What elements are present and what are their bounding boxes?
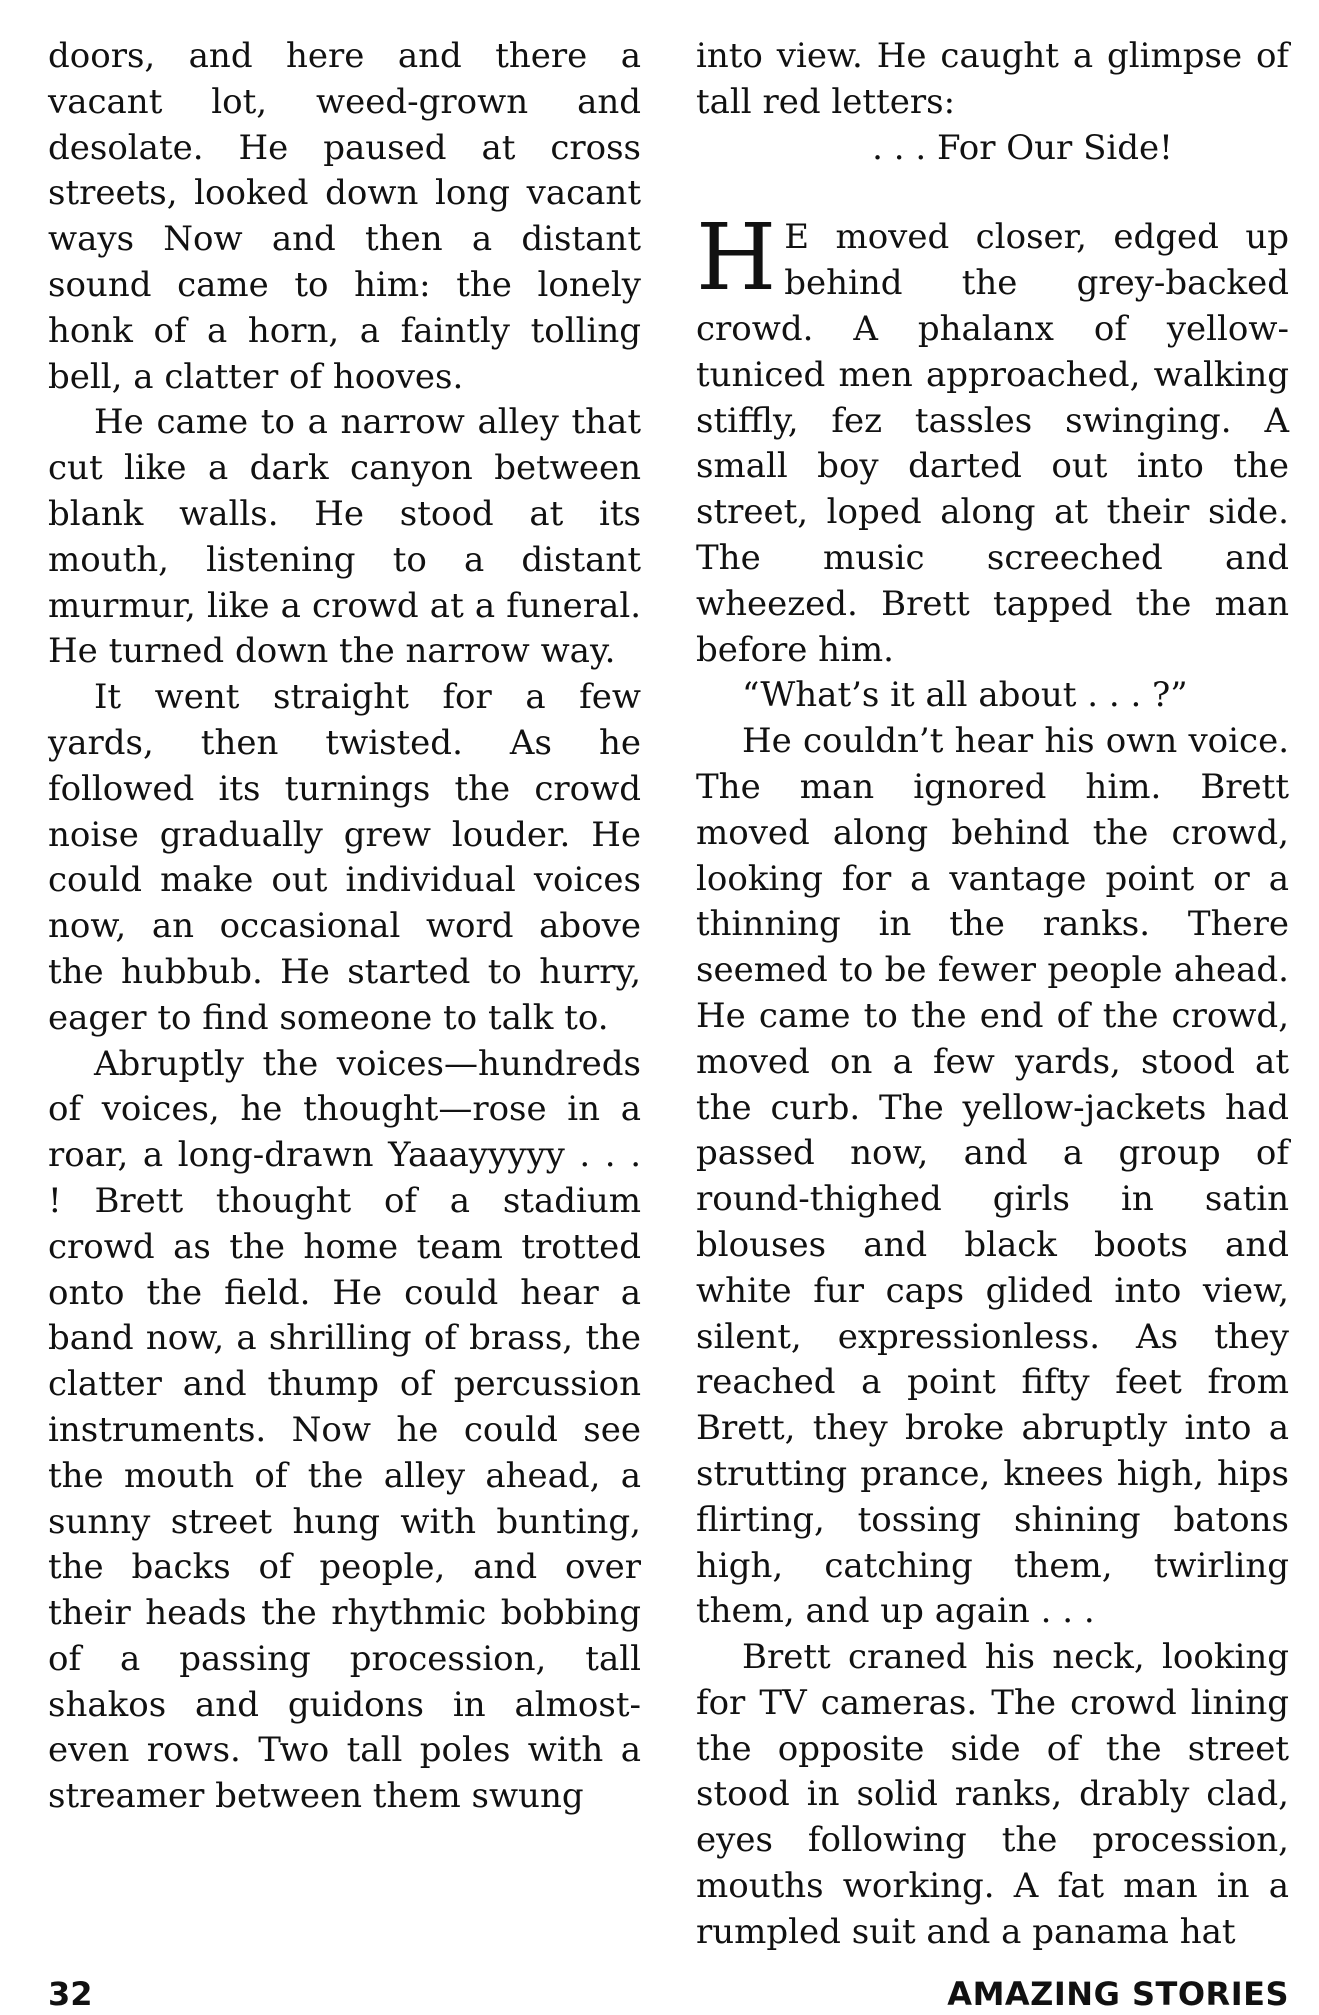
left-paragraph-4: Abruptly the voices—hundreds of voices, he thought—rose in a roar, a long-drawn Yaaayyyyy . . . ! Brett thought of a stadium crowd as the home team trotted onto the field. He could hear a band now, a shrilling of brass, the clatter and thump of percussion instruments. Now he could see the mouth of the alley ahead, a sunny street hung with bunting, the backs of people, and over their heads the rhythmic bobbing of a passing procession, tall shakos and guidons in almost-even rows. Two tall poles with a streamer between them swung bbox=[48, 1043, 641, 1817]
right-paragraph-1: into view. He caught a glimpse of tall red letters: bbox=[696, 36, 1289, 122]
right-paragraph-dropcap bbox=[696, 204, 1289, 673]
drop-cap: H bbox=[696, 204, 777, 312]
right-paragraph-6: Brett craned his neck, looking for TV cameras. The crowd lining the opposite side of the street stood in solid ranks, drably clad, eyes following the procession, mouths working. A fat man in a rumpled suit and a panama hat bbox=[696, 1637, 1289, 1952]
right-paragraph-4: “What’s it all about . . . ?” bbox=[742, 675, 1188, 716]
right-paragraph-5: He couldn’t hear his own voice. The man ignored him. Brett moved along behind the crowd, looking for a vantage point or a thinning in the ranks. There seemed to be fewer people ahead. He came to the end of the crowd, moved on a few yards, stood at the curb. The yellow-jackets had passed now, and a group of round-thighed girls in satin blouses and black boots and white fur caps glided into view, silent, expressionless. As they reached a point fifty feet from Brett, they broke abruptly into a strutting prance, knees high, hips flirting, tossing shining batons high, catching them, twirling them, and up again . . . bbox=[696, 721, 1289, 1632]
right-column bbox=[696, 34, 1289, 1956]
left-paragraph-2: He came to a narrow alley that cut like a dark canyon between blank walls. He stood at its mouth, listening to a distant murmur, like a crowd at a funeral. He turned down the narrow way. bbox=[48, 402, 641, 672]
left-column bbox=[48, 34, 641, 1820]
page-number: 32 bbox=[48, 1975, 93, 2013]
magazine-title: AMAZING STORIES bbox=[947, 1975, 1289, 2013]
left-paragraph-3: It went straight for a few yards, then twisted. As he followed its turnings the crowd noise gradually grew louder. He could make out individual voices now, an occasional word above the hubbub. He started to hurry, eager to find someone to talk to. bbox=[48, 677, 641, 1038]
left-paragraph-1: doors, and here and there a vacant lot, weed-grown and desolate. He paused at cross streets, looked down long vacant ways Now and then a distant sound came to him: the lonely honk of a horn, a faintly tolling bell, a clatter of hooves. bbox=[48, 36, 641, 397]
section-break bbox=[696, 171, 1289, 215]
sign-text: . . . For Our Side! bbox=[872, 127, 1173, 168]
right-paragraph-3-text: E moved closer, edged up behind the grey-backed crowd. A phalanx of yellow-tuniced men approached, walking stiffly, fez tassles swinging. A small boy darted out into the street, loped along at their side. The music screeched and wheezed. Brett tapped the man before him. bbox=[696, 217, 1289, 670]
